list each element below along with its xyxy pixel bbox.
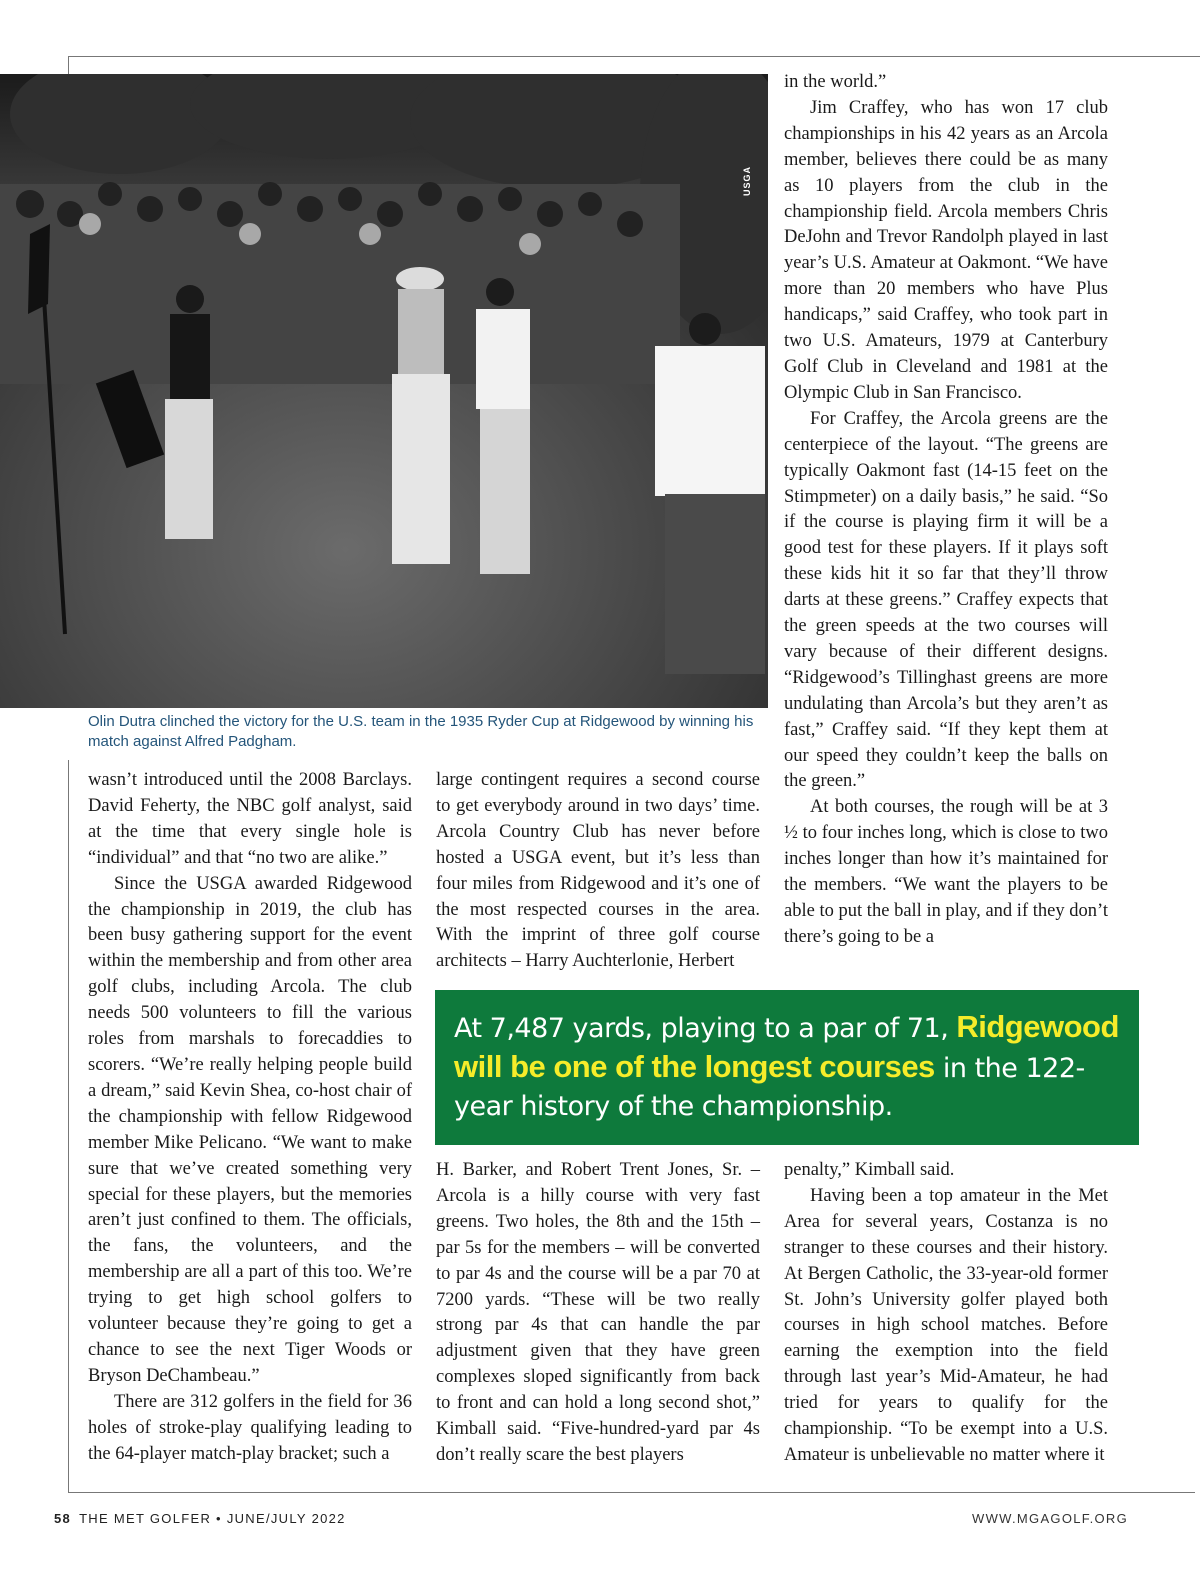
pull-quote-tail: in the 122-year history of the championship. [454, 1053, 1085, 1122]
paragraph: in the world.” [784, 72, 887, 92]
paragraph: wasn’t introduced until the 2008 Barclays. David Feherty, the NBC golf analyst, said at the time that every single hole is “individual” and that “no two are alike.” [88, 770, 412, 868]
paragraph: H. Barker, and Robert Trent Jones, Sr. – Arcola is a hilly course with very fast greens. Two holes, the 8th and the 15th – par 5s for the members – will be converted to par 4s and the course will be a par 70 at 7200 yards. “These will be two really strong par 4s that can handle the par adjustment given that they have green complexes sloped significantly from back to front and can hold a long second shot,” Kimball said. “Five-hundred-yard par 4s don’t really scare the best players [436, 1160, 760, 1465]
photo-caption: Olin Dutra clinched the victory for the U.S. team in the 1935 Ryder Cup at Ridgewood by winning his match against Alfred Padgham. [88, 713, 754, 750]
paragraph: For Craffey, the Arcola greens are the centerpiece of the layout. “The greens are typically Oakmont fast (14-15 feet on the Stimpmeter) on a daily basis,” he said. “So if the course is playing firm it will be a good test for these players. If it plays soft these kids hit it so far that they’ll throw darts at these greens.” Craffey expects that the green speeds at the two courses will vary because of their different designs. “Ridgewood’s Tillinghast greens are more undulating than Arcola’s but they aren’t as fast,” Craffey said. “If they kept them at our speed they couldn’t keep the balls on the green.” [784, 408, 1108, 792]
frame-rule-bottom [68, 1492, 1195, 1493]
paragraph: penalty,” Kimball said. [784, 1160, 955, 1180]
paragraph: Since the USGA awarded Ridgewood the championship in 2019, the club has been busy gathering support for the event within the membership and from other area golf clubs, including Arcola. The club needs 500 volunteers to fill the various roles from marshals to forecaddies to scorers. “We’re really helping people build a dream,” said Kevin Shea, co-host chair of the championship with fellow Ridgewood member Mike Pelicano. “We want to make sure that we’ve created something very special for these players, but the memories aren’t just confined to them. The officials, the fans, the volunteers, and the membership are all a part of this too. We’re trying to get high school golfers to volunteer because they’re going to get a chance to see the next Tiger Woods or Bryson DeChambeau.” [88, 873, 412, 1386]
article-column-2-bottom [436, 1158, 760, 1469]
page-footer-left [54, 1511, 346, 1526]
publication-name: THE MET GOLFER • JUNE/JULY 2022 [79, 1511, 346, 1526]
frame-rule-left-top [68, 56, 69, 74]
pull-quote [435, 990, 1139, 1145]
paragraph: There are 312 golfers in the field for 36 holes of stroke-play qualifying leading to the 64-player match-play bracket; such a [88, 1391, 412, 1464]
frame-rule-top [68, 56, 1200, 57]
historic-photo [0, 74, 768, 708]
ryder-cup-photo-illustration [0, 74, 768, 708]
website-link[interactable]: WWW.MGAGOLF.ORG [972, 1511, 1128, 1526]
paragraph: large contingent requires a second course to get everybody around in two days’ time. Arcola Country Club has never before hosted a USGA event, but it’s less than four miles from Ridgewood and it’s one of the most respected courses in the area. With the imprint of three golf course architects – Harry Auchterlonie, Herbert [436, 770, 760, 972]
article-column-1 [88, 768, 412, 1467]
pull-quote-lead: At 7,487 yards, playing to a par of 71, [454, 1013, 957, 1044]
article-column-3-bottom [784, 1158, 1108, 1469]
paragraph: Jim Craffey, who has won 17 club championships in his 42 years as an Arcola member, believes there could be as many as 10 players from the club in the championship field. Arcola members Chris DeJohn and Trevor Randolph played in last year’s U.S. Amateur at Oakmont. “We have more than 20 members who have Plus handicaps,” said Craffey, who took part in two U.S. Amateurs, 1979 at Canterbury Golf Club in Cleveland and 1981 at the Olympic Club in San Francisco. [784, 97, 1108, 403]
pull-quote-highlight: Ridgewood will be one of the longest courses [454, 1009, 1119, 1084]
photo-credit: USGA [742, 165, 752, 196]
frame-rule-left [68, 760, 69, 1492]
page-number: 58 [54, 1511, 72, 1526]
article-column-2-top [436, 768, 760, 975]
paragraph: Having been a top amateur in the Met Area for several years, Costanza is no stranger to these courses and their history. At Bergen Catholic, the 33-year-old former St. John’s University golfer played both courses in high school matches. Before earning the exemption into the field through last year’s Mid-Amateur, he had tried for years to qualify for the championship. “To be exempt into a U.S. Amateur is unbelievable no matter where it [784, 1185, 1108, 1465]
paragraph: At both courses, the rough will be at 3 ½ to four inches long, which is close to two inches longer than how it’s maintained for the members. “We want the players to be able to put the ball in play, and if they don’t there’s going to be a [784, 797, 1108, 947]
article-column-3-top [784, 70, 1108, 951]
